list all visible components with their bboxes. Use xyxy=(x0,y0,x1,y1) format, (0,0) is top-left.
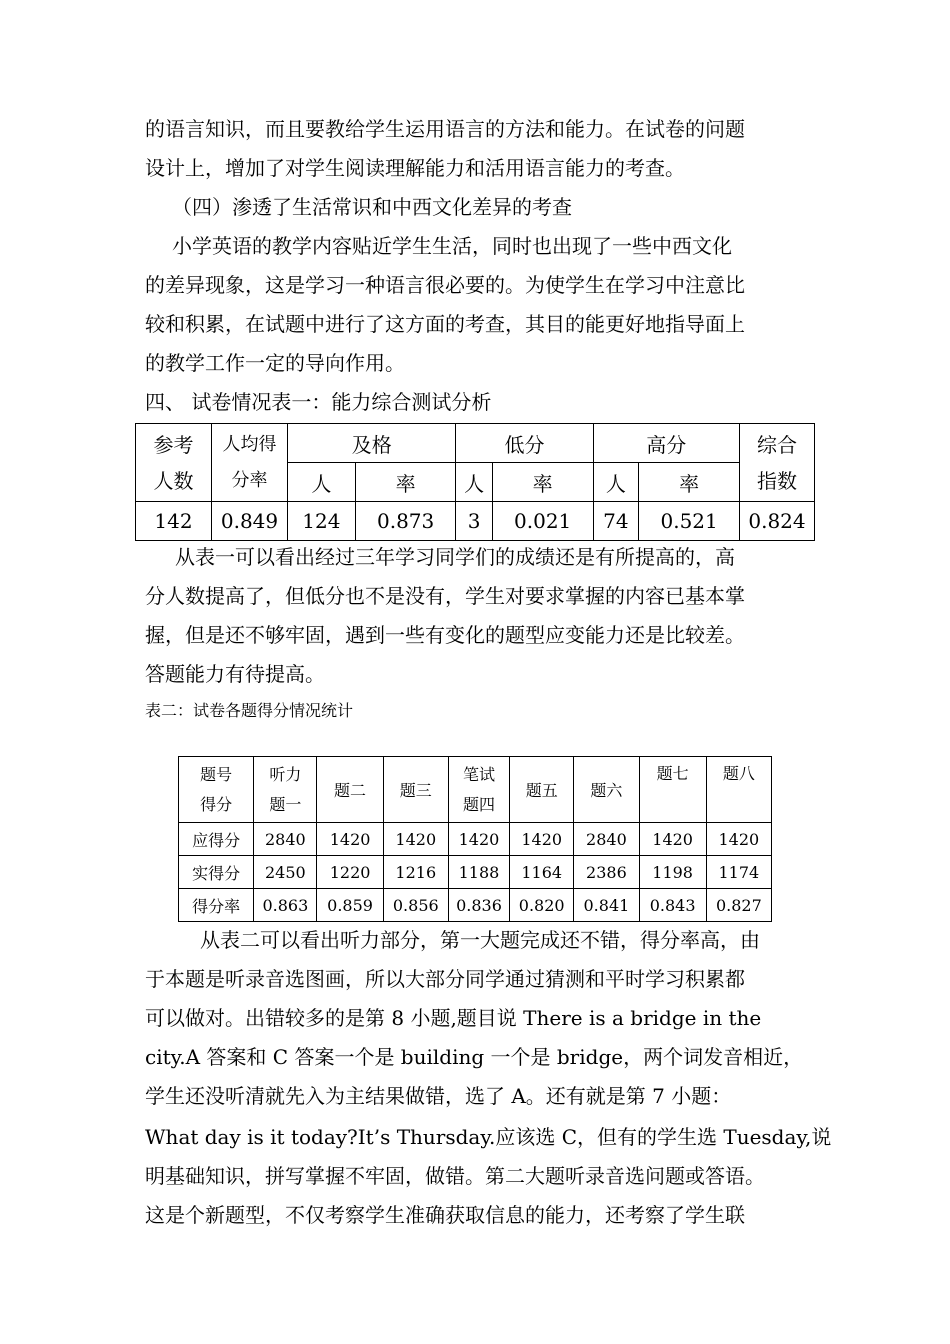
section-heading: （四）渗透了生活常识和中西文化差异的考查 xyxy=(172,195,572,219)
header-index: 综合 指数 xyxy=(740,424,815,502)
header-high: 高分 xyxy=(593,424,739,463)
row-label: 实得分 xyxy=(179,856,254,889)
text-line: 从表二可以看出听力部分，第一大题完成还不错，得分率高，由 xyxy=(200,928,760,952)
table-cell: 1164 xyxy=(510,856,574,889)
header-cell: 题二 xyxy=(317,757,383,823)
score-statistics-table xyxy=(178,756,772,922)
header-cell: 题三 xyxy=(383,757,448,823)
table-cell: 74 xyxy=(593,502,639,541)
table-cell: 3 xyxy=(456,502,492,541)
table-cell: 0.021 xyxy=(492,502,593,541)
header-pass: 及格 xyxy=(288,424,456,463)
table-row xyxy=(179,856,772,889)
table-cell: 1420 xyxy=(706,823,771,856)
text-line: 较和积累，在试题中进行了这方面的考查，其目的能更好地指导面上 xyxy=(145,312,745,336)
table-cell: 1420 xyxy=(448,823,509,856)
text-line: 分人数提高了，但低分也不是没有，学生对要求掌握的内容已基本掌 xyxy=(145,584,745,608)
text-line: 的语言知识，而且要教给学生运用语言的方法和能力。在试卷的问题 xyxy=(145,117,745,141)
text-line: 于本题是听录音选图画，所以大部分同学通过猜测和平时学习积累都 xyxy=(145,967,745,991)
table-cell: 0.849 xyxy=(212,502,288,541)
row-label: 应得分 xyxy=(179,823,254,856)
header-person: 人 xyxy=(593,463,639,502)
header-rate: 率 xyxy=(639,463,740,502)
header-rate: 率 xyxy=(355,463,456,502)
text-line: 这是个新题型，不仅考察学生准确获取信息的能力，还考察了学生联 xyxy=(145,1203,745,1227)
table-cell: 1420 xyxy=(510,823,574,856)
header-person: 人 xyxy=(288,463,356,502)
header-participants: 参考 人数 xyxy=(136,424,212,502)
table-cell: 1174 xyxy=(706,856,771,889)
text-line: 答题能力有待提高。 xyxy=(145,662,325,686)
table-cell: 0.856 xyxy=(383,889,448,922)
table-cell: 0.859 xyxy=(317,889,383,922)
table-cell: 0.841 xyxy=(574,889,639,922)
table-cell: 1420 xyxy=(383,823,448,856)
table-cell: 1198 xyxy=(639,856,706,889)
header-cell: 听力 题一 xyxy=(254,757,317,823)
header-cell: 题号 得分 xyxy=(179,757,254,823)
table-row xyxy=(179,889,772,922)
text-line: 的教学工作一定的导向作用。 xyxy=(145,351,405,375)
table-cell: 0.843 xyxy=(639,889,706,922)
table-cell: 2840 xyxy=(254,823,317,856)
table-cell: 2450 xyxy=(254,856,317,889)
text-line: 小学英语的教学内容贴近学生生活，同时也出现了一些中西文化 xyxy=(172,234,732,258)
text-line: 可以做对。出错较多的是第 8 小题,题目说 There is a bridge in the xyxy=(145,1006,762,1030)
header-cell: 题八 xyxy=(706,757,771,823)
text-line: What day is it today?It’s Thursday.应该选 C，但有的学生选 Tuesday,说 xyxy=(145,1125,832,1149)
table-cell: 124 xyxy=(288,502,356,541)
table-cell: 1220 xyxy=(317,856,383,889)
table-row xyxy=(179,823,772,856)
header-cell: 题六 xyxy=(574,757,639,823)
table-cell: 1420 xyxy=(639,823,706,856)
table-cell: 0.820 xyxy=(510,889,574,922)
text-line: 从表一可以看出经过三年学习同学们的成绩还是有所提高的，高 xyxy=(175,545,735,569)
table-cell: 2386 xyxy=(574,856,639,889)
table-cell: 0.836 xyxy=(448,889,509,922)
header-cell: 笔试 题四 xyxy=(448,757,509,823)
table-cell: 2840 xyxy=(574,823,639,856)
header-cell: 题五 xyxy=(510,757,574,823)
table-cell: 0.873 xyxy=(355,502,456,541)
table-cell: 0.521 xyxy=(639,502,740,541)
table-cell: 142 xyxy=(136,502,212,541)
text-line: 设计上，增加了对学生阅读理解能力和活用语言能力的考查。 xyxy=(145,156,685,180)
table1-title: 四、 试卷情况表一：能力综合测试分析 xyxy=(145,390,492,414)
row-label: 得分率 xyxy=(179,889,254,922)
table-cell: 0.863 xyxy=(254,889,317,922)
ability-analysis-table xyxy=(135,423,815,541)
table-cell: 1188 xyxy=(448,856,509,889)
text-line: 的差异现象，这是学习一种语言很必要的。为使学生在学习中注意比 xyxy=(145,273,745,297)
table-cell: 1420 xyxy=(317,823,383,856)
header-rate: 率 xyxy=(492,463,593,502)
table2-caption: 表二：试卷各题得分情况统计 xyxy=(145,701,354,720)
text-line: 握，但是还不够牢固，遇到一些有变化的题型应变能力还是比较差。 xyxy=(145,623,745,647)
text-line: 明基础知识，拼写掌握不牢固，做错。第二大题听录音选问题或答语。 xyxy=(145,1164,765,1188)
header-low: 低分 xyxy=(456,424,593,463)
header-cell: 题七 xyxy=(639,757,706,823)
header-person: 人 xyxy=(456,463,492,502)
table-cell: 1216 xyxy=(383,856,448,889)
text-line: city.A 答案和 C 答案一个是 building 一个是 bridge，两个词发音相近， xyxy=(145,1045,804,1069)
text-line: 学生还没听清就先入为主结果做错，选了 A。还有就是第 7 小题： xyxy=(145,1084,732,1108)
table-cell: 0.827 xyxy=(706,889,771,922)
header-avg-rate: 人均得 分率 xyxy=(212,424,288,502)
table-cell: 0.824 xyxy=(740,502,815,541)
